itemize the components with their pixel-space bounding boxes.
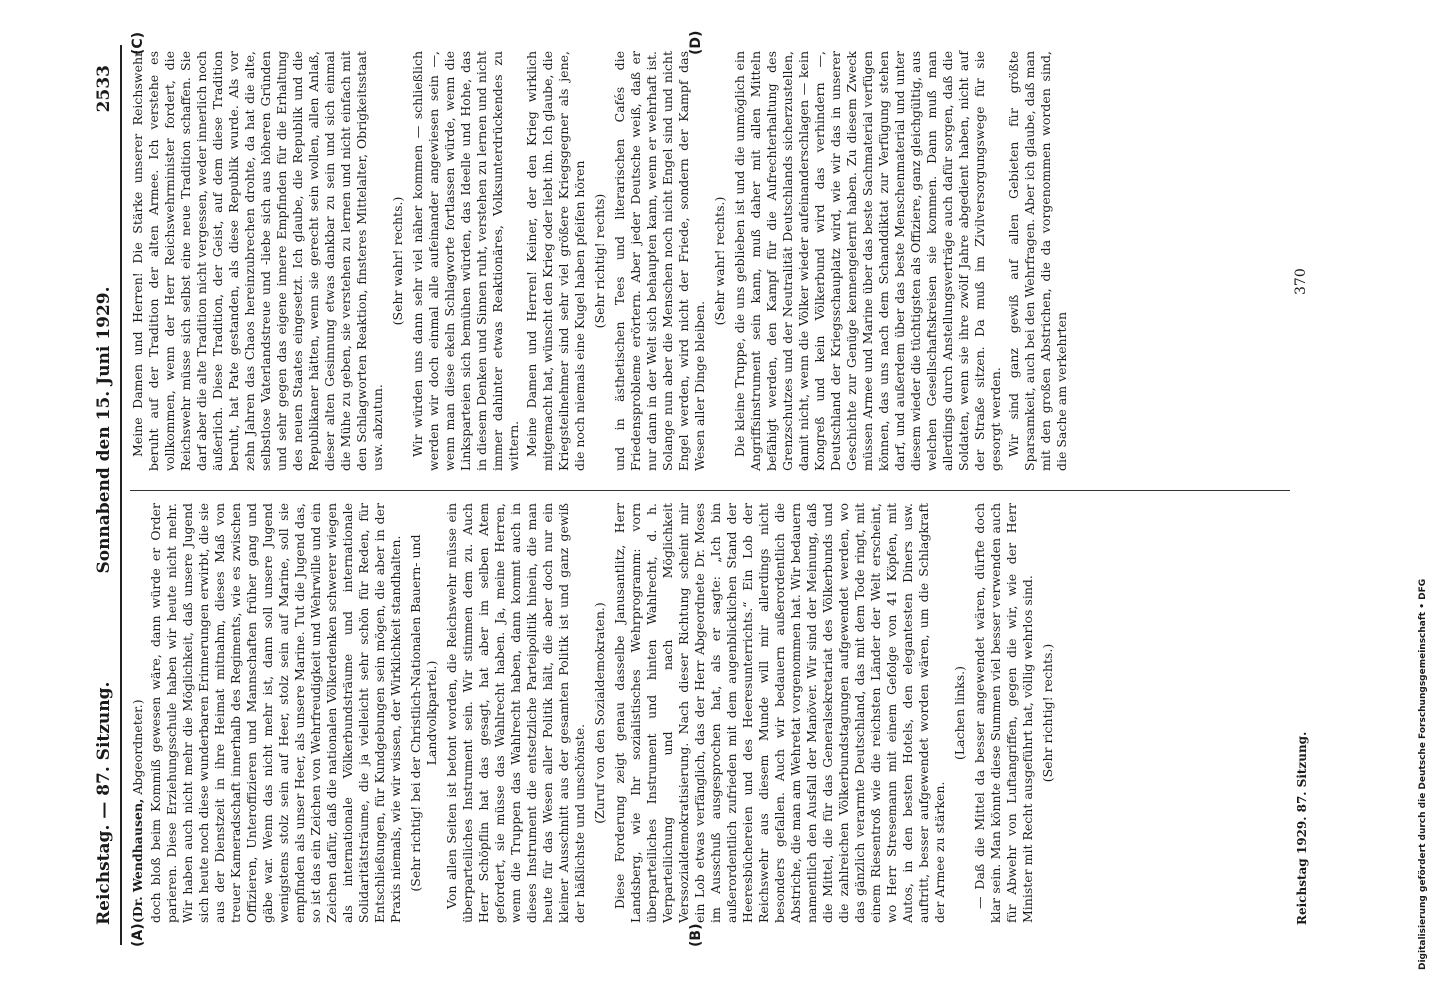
interjection: (Sehr wahr! rechts.) (712, 196, 727, 326)
paragraph: Von allen Seiten ist betont worden, die Reichswehr müsse ein überparteiliches Instrument sein. Wir stimmen dem zu. Auch Herr Schöpflin hat das gesagt, hat aber im selben Atem gefordert, sie müsse das Wahlrecht haben. Ja, meine Herren, wenn die Truppen das Wahlrecht haben, dann kommt auch in dieses Instrument die entsetzliche Parteipolitik hinein, die man heute für das Wesen aller Politik hält, die aber doch nur ein kleiner Ausschnitt aus der gesamten Politik ist und ganz gewiß der häßlichste und unschönste. (444, 503, 587, 923)
speaker-name: (Dr. Wendhausen, (130, 798, 145, 923)
page-header (90, 45, 122, 945)
interjection: (Sehr richtig! bei der Christlich-Nationalen Bauern- und Landvolkpartei.) (408, 534, 439, 892)
interjection: (Sehr richtig! rechts.) (1040, 643, 1055, 783)
column-divider (130, 490, 1290, 491)
header-session: Reichstag. — 87. Sitzung. (94, 681, 114, 925)
paragraph: Diese Forderung zeigt genau dasselbe Janusantlitz, Herr Landsberg, wie Ihr sozialistisches Wehrprogramm: vorn überparteiliches Instrument und hinten Wahlrecht, d. h. Verparteilichung und nach Möglichkeit Verssozialdemokratisierung. Nach dieser Richtung scheint mir ein Lob etwas verfänglich, das der Herr Abgeordnete Dr. Moses im Ausschuß ausgesprochen hat, als er sagte: „Ich bin außerordentlich zufrieden mit dem augenblicklichen Stand der Heeresbüchereien und des Heeresunterrichts.“ Ein Lob der Reichswehr aus diesem Munde will mir allerdings nicht besonders gefallen. Auch wir bedauern außerordentlich die Abstriche, die man am Wehretat vorgenommen hat. Wir bedauern namentlich den Ausfall der Manöver. Wir sind der Meinung, daß die Mittel, die für das Generalsekretariat des Völkerbunds und die zahlreichen Völkerbundstagungen aufgewendet werden, wo das gänzlich verarmte Deutschland, das mit dem Tode ringt, mit einem Riesentroß wie die reichsten Länder der Welt erscheint, wo Herr Stresemann mit einem Gefolge von 41 Köpfen, mit Autos, in den besten Hotels, den elegantesten Diners usw. auftritt, besser aufgewendet worden wären, um die Schlagkraft der Armee zu stärken. (612, 503, 947, 923)
header-rule (120, 45, 122, 945)
speaker-line (130, 503, 146, 923)
paragraph: Wir sind ganz gewiß auf allen Gebieten für größte Sparsamkeit, auch bei den Wehrfragen. Aber ich glaube, daß man mit den großen Abstrichen, die da vorgenommen worden sind, die Sache am verkehrten (1006, 51, 1069, 471)
funding-note-text: Digitalisierung gefördert durch die Deutsche Forschungsgemeinschaft • DFG (1418, 578, 1428, 970)
paragraph: Die kleine Truppe, die uns geblieben ist und die unmöglich ein Angriffsinstrument sein kann, muß daher mit allen Mitteln befähigt werden, den Kampf für die Aufrechterhaltung des Grenzschutzes und der Neutralität Deutschlands sicherzustellen, damit nicht, wenn die Völker wieder aufeinanderschlagen — kein Kongreß und kein Völkerbund wird das verhindern —, Deutschland der Kriegsschauplatz wird, wie wir das in unserer Geschichte zur Genüge kennengelernt haben. Zu diesem Zweck müssen Armee und Marine über das beste Sachmaterial verfügen können, das uns nach dem Schanddiktat zur Verfügung stehen darf, und außerdem über das beste Menschenmaterial und unter diesem wieder die tüchtigsten als Offiziere, ganz gleichgültig, aus welchen Gesellschaftskreisen sie kommen. Dann muß man allerdings durch Anstellungsverträge auch dafür sorgen, daß die Soldaten, wenn sie ihre zwölf Jahre abgedient haben, nicht auf der Straße sitzen. Da muß im Zivilversorgungswege für sie gesorgt werden. (732, 51, 1003, 471)
footer-sheet-number: 370 (1293, 268, 1309, 295)
header-page-number: 2533 (94, 65, 114, 113)
text-column-right (130, 51, 1072, 471)
paragraph: — Daß die Mittel da besser angewendet wären, dürfte doch klar sein. Man könnte diese Summen viel besser verwenden auch für Abwehr von Luftangriffen, gegen die wir, wie der Herr Minister mit Recht ausgeführt hat, völlig wehrlos sind. (972, 503, 1035, 923)
margin-mark-b: (B) (688, 923, 704, 947)
interjection: (Sehr wahr! rechts.) (390, 196, 405, 326)
text-column-left (130, 503, 1060, 923)
paragraph: Meine Damen und Herren! Die Stärke unserer Reichswehr beruht auf der Tradition der alten Armee. Ich verstehe es vollkommen, wenn der Herr Reichswehrminister fordert, die Reichswehr müsse sich selbst eine neue Tradition schaffen. Sie darf aber die alte Tradition nicht vergessen, weder innerlich noch äußerlich. Diese Tradition, der Geist, auf dem diese Tradition beruht, hat Pate gestanden, als diese Republik wurde. Als vor zehn Jahren das Chaos hereinzubrechen drohte, da hat die alte, selbstlose Vaterlandstreue und -liebe sich aus höheren Gründen und sehr gegen das eigene innere Empfinden für die Erhaltung des neuen Staates eingesetzt. Ich glaube, die Republik und die Republikaner hätten, wenn sie gerecht sein wollen, allen Anlaß, dieser alten Gesinnung etwas dankbar zu sein und sich einmal die Mühe zu geben, sie verstehen zu lernen und nicht einfach mit den Schlagworten Reaktion, finsteres Mittelalter, Obrigkeitsstaat usw. abzutun. (130, 51, 385, 471)
footer-signature: Reichstag 1929. 87. Sitzung. (1295, 731, 1309, 925)
paragraph: Meine Damen und Herren! Keiner, der den Krieg wirklich mitgemacht hat, wünscht den Krieg oder liebt ihn. Ich glaube, die Kriegsteilnehmer sind sehr viel größere Kriegsgegner als jene, die noch niemals eine Kugel haben pfeifen hören (524, 51, 587, 471)
funding-note (1418, 30, 1432, 970)
interjection: (Lachen links.) (952, 666, 967, 760)
paragraph: doch bloß beim Kommiß gewesen wäre, dann würde er Order parieren. Diese Erziehungsschule haben wir heute nicht mehr. Wir haben auch nicht mehr die Möglichkeit, daß unsere Jugend sich heute noch diese wunderbaren Erinnerungen erwirbt, die sie aus der Dienstzeit in ihre Heimat mitnahm, dieses Maß von treuer Kameradschaft innerhalb des Regiments, wie es zwischen Offizieren, Unteroffizieren und Mannschaften früher gang und gäbe war. Wenn das nicht mehr ist, dann soll unsere Jugend wenigstens stolz sein auf Heer, stolz sein auf Marine, soll sie empfinden als unser Heer, als unsere Marine. Tut die Jugend das, so ist das ein Zeichen von Wehrfreudigkeit und Wehrwille und ein Zeichen dafür, daß die nationalen Völkerdenken schwerer wiegen als internationale Völkerbundsträume und internationale Solidaritätsträume, die ja vielleicht sehr schön für Reden, für Entschließungen, für Kundgebungen sein mögen, die aber in der Praxis niemals, wie wir wissen, der Wirklichkeit standhalten. (148, 503, 403, 923)
speaker-role: Abgeordneter.) (130, 699, 145, 799)
interjection: (Sehr richtig! rechts) (592, 193, 607, 329)
paragraph: und in ästhetischen Tees und literarischen Cafés die Friedensprobleme erörtern. Aber jeder Deutsche weiß, daß er nur dann in der Welt sich behaupten kann, wenn er wehrhaft ist. Solange nun aber die Menschen noch nicht Engel sind und nicht Engel werden, wird nicht der Friede, sondern der Kampf das Wesen aller Dinge bleiben. (612, 51, 707, 471)
margin-mark-c: (C) (130, 31, 146, 55)
margin-mark-a: (A) (130, 923, 146, 947)
margin-mark-d: (D) (688, 30, 704, 55)
scanned-page (90, 30, 1320, 947)
header-date: Sonnabend den 15. Juni 1929. (94, 286, 114, 574)
paragraph: Wir würden uns dann sehr viel näher kommen — schließlich werden wir doch einmal alle aufeinander angewiesen sein —, wenn man diese ekeln Schlagworte fortlassen würde, wenn die Linksparteien sich bemühen würden, das Ideelle und Hohe, das in diesem Denken und Sinnen ruht, verstehen zu lernen und nicht immer dahinter etwas Reaktionäres, Volksunterdrückendes zu wittern. (410, 51, 521, 471)
interjection: (Zuruf von den Sozialdemokraten.) (592, 602, 607, 824)
